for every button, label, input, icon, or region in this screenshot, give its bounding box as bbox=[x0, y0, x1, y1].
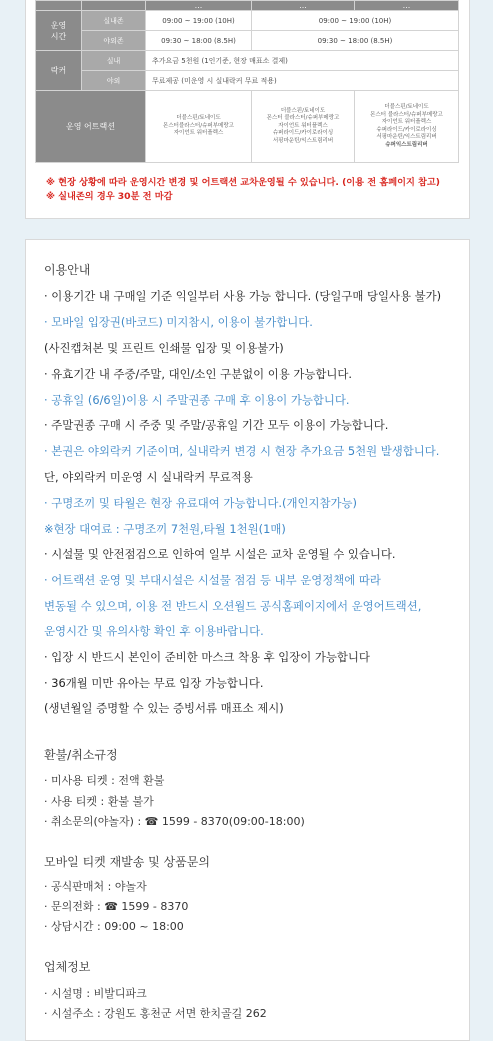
outdoor-label: 야외존 bbox=[82, 31, 146, 51]
usage-info-card bbox=[25, 239, 470, 1041]
attraction-item: 슈퍼라이드/카이로라이싱 bbox=[272, 130, 334, 137]
usage-item: (생년월일 증명할 수 있는 증빙서류 매표소 제시) bbox=[44, 701, 284, 715]
attraction-item: 슈퍼라이드/카이로라이싱 bbox=[376, 126, 437, 133]
attraction-item: 몬스터 블라스터/슈퍼부메랑고 bbox=[370, 111, 443, 118]
outdoor-time-b: 09:30 ~ 18:00 (8.5H) bbox=[252, 31, 459, 51]
usage-item: (사진캡쳐본 및 프린트 인쇄물 입장 및 이용불가) bbox=[44, 341, 284, 355]
usage-item: · 구명조끼 및 타월은 현장 유료대여 가능합니다.(개인지참가능) bbox=[44, 496, 357, 510]
locker-outdoor-label: 야외 bbox=[82, 71, 146, 91]
attraction-item: 서핑마운틴/익스트림리버 bbox=[376, 134, 437, 140]
usage-item: 변동될 수 있으며, 이용 전 반드시 오션월드 공식홈페이지에서 운영어트랙션, bbox=[44, 599, 422, 613]
outdoor-time-a: 09:30 ~ 18:00 (8.5H) bbox=[146, 31, 252, 51]
company-item: · 시설명 : 비발디파크 bbox=[44, 987, 147, 1000]
attraction-item: 서핑마운틴/익스트림리버 bbox=[272, 137, 334, 144]
resend-item: · 상담시간 : 09:00 ~ 18:00 bbox=[44, 920, 184, 933]
locker-indoor-text: 추가요금 5천원 (1인기준, 현장 매표소 결제) bbox=[146, 51, 459, 71]
usage-item: 운영시간 및 유의사항 확인 후 이용바랍니다. bbox=[44, 624, 264, 638]
attraction-item: 더블스핀/토네이도 bbox=[384, 104, 429, 110]
resend-title: 모바일 티켓 재발송 및 상품문의 bbox=[44, 855, 210, 869]
attraction-item: 더블스핀/토네이도 bbox=[176, 115, 221, 122]
refund-item: · 취소문의(야놀자) : ☎ 1599 - 8370(09:00-18:00) bbox=[44, 815, 305, 828]
notice-line: ※ 현장 상황에 따라 운영시간 변경 및 어트랙션 교차운영될 수 있습니다. (이용 전 홈페이지 참고) bbox=[46, 177, 440, 188]
usage-item: 단, 야외락커 미운영 시 실내락커 무료적용 bbox=[44, 470, 253, 484]
usage-item: · 이용기간 내 구매일 기준 익일부터 사용 가능 합니다. (당일구매 당일사용 불가) bbox=[44, 289, 442, 303]
attraction-label: 운영 어트랙션 bbox=[36, 91, 146, 163]
operation-table bbox=[35, 0, 459, 163]
usage-item: · 입장 시 반드시 본인이 준비한 마스크 착용 후 입장이 가능합니다 bbox=[44, 650, 370, 664]
attraction-item: 슈퍼익스트림리버 bbox=[385, 141, 428, 148]
attraction-item: 더블스핀/토네이도 bbox=[280, 107, 326, 114]
attraction-item: 몬스터 블라스터/슈퍼부메랑고 bbox=[266, 115, 340, 122]
locker-indoor-label: 실내 bbox=[82, 51, 146, 71]
attraction-col-3 bbox=[355, 91, 459, 163]
indoor-time-a: 09:00 ~ 19:00 (10H) bbox=[146, 11, 252, 31]
top-cell-2: ... bbox=[252, 1, 355, 11]
attraction-item: 자이언트 워터플렉스 bbox=[173, 130, 224, 137]
locker-outdoor-text: 무료제공 (미운영 시 실내락커 무료 적용) bbox=[146, 71, 459, 91]
usage-title: 이용안내 bbox=[44, 263, 91, 277]
usage-item: · 주말권종 구매 시 주중 및 주말/공휴일 기간 모두 이용이 가능합니다. bbox=[44, 418, 389, 432]
attraction-item: 자이언트 워터플렉스 bbox=[381, 119, 432, 125]
resend-item: · 문의전화 : ☎ 1599 - 8370 bbox=[44, 900, 189, 913]
locker-label: 락커 bbox=[36, 51, 82, 91]
usage-item: · 유효기간 내 주중/주말, 대인/소인 구분없이 이용 가능합니다. bbox=[44, 367, 352, 381]
operation-info-card bbox=[25, 0, 470, 219]
usage-item: · 본권은 야외락커 기준이며, 실내락커 변경 시 현장 추가요금 5천원 발생합니다. bbox=[44, 444, 440, 458]
attraction-item: 자이언트 워터플렉스 bbox=[278, 122, 328, 129]
refund-item: · 사용 티켓 : 환불 불가 bbox=[44, 795, 154, 808]
usage-item: · 어트랙션 운영 및 부대시설은 시설물 점검 등 내부 운영정책에 따라 bbox=[44, 573, 381, 587]
resend-item: · 공식판매처 : 야놀자 bbox=[44, 880, 147, 893]
indoor-time-b: 09:00 ~ 19:00 (10H) bbox=[252, 11, 459, 31]
notice-line: ※ 실내존의 경우 30분 전 마감 bbox=[46, 191, 173, 202]
usage-item: · 공휴일 (6/6일)이용 시 주말권종 구매 후 이용이 가능합니다. bbox=[44, 393, 350, 407]
refund-item: · 미사용 티켓 : 전액 환불 bbox=[44, 774, 165, 787]
top-cell-1: ... bbox=[146, 1, 252, 11]
notice-text bbox=[46, 176, 440, 204]
usage-item: · 36개월 미만 유아는 무료 입장 가능합니다. bbox=[44, 676, 264, 690]
company-item: · 시설주소 : 강원도 홍천군 서면 한치골길 262 bbox=[44, 1007, 267, 1020]
attraction-item: 몬스터블라스터/슈퍼부메랑고 bbox=[163, 122, 234, 129]
indoor-label: 실내존 bbox=[82, 11, 146, 31]
usage-item: ※현장 대여료 : 구명조끼 7천원,타월 1천원(1매) bbox=[44, 522, 286, 536]
refund-title: 환불/취소규정 bbox=[44, 748, 118, 762]
company-title: 업체정보 bbox=[44, 960, 91, 974]
usage-item: · 시설물 및 안전점검으로 인하여 일부 시설은 교차 운영될 수 있습니다. bbox=[44, 547, 396, 561]
attraction-col-2 bbox=[252, 91, 355, 163]
hours-label: 운영 시간 bbox=[36, 11, 82, 51]
top-cell-3: ... bbox=[355, 1, 459, 11]
attraction-col-1 bbox=[146, 91, 252, 163]
usage-item: · 모바일 입장권(바코드) 미지참시, 이용이 불가합니다. bbox=[44, 315, 313, 329]
